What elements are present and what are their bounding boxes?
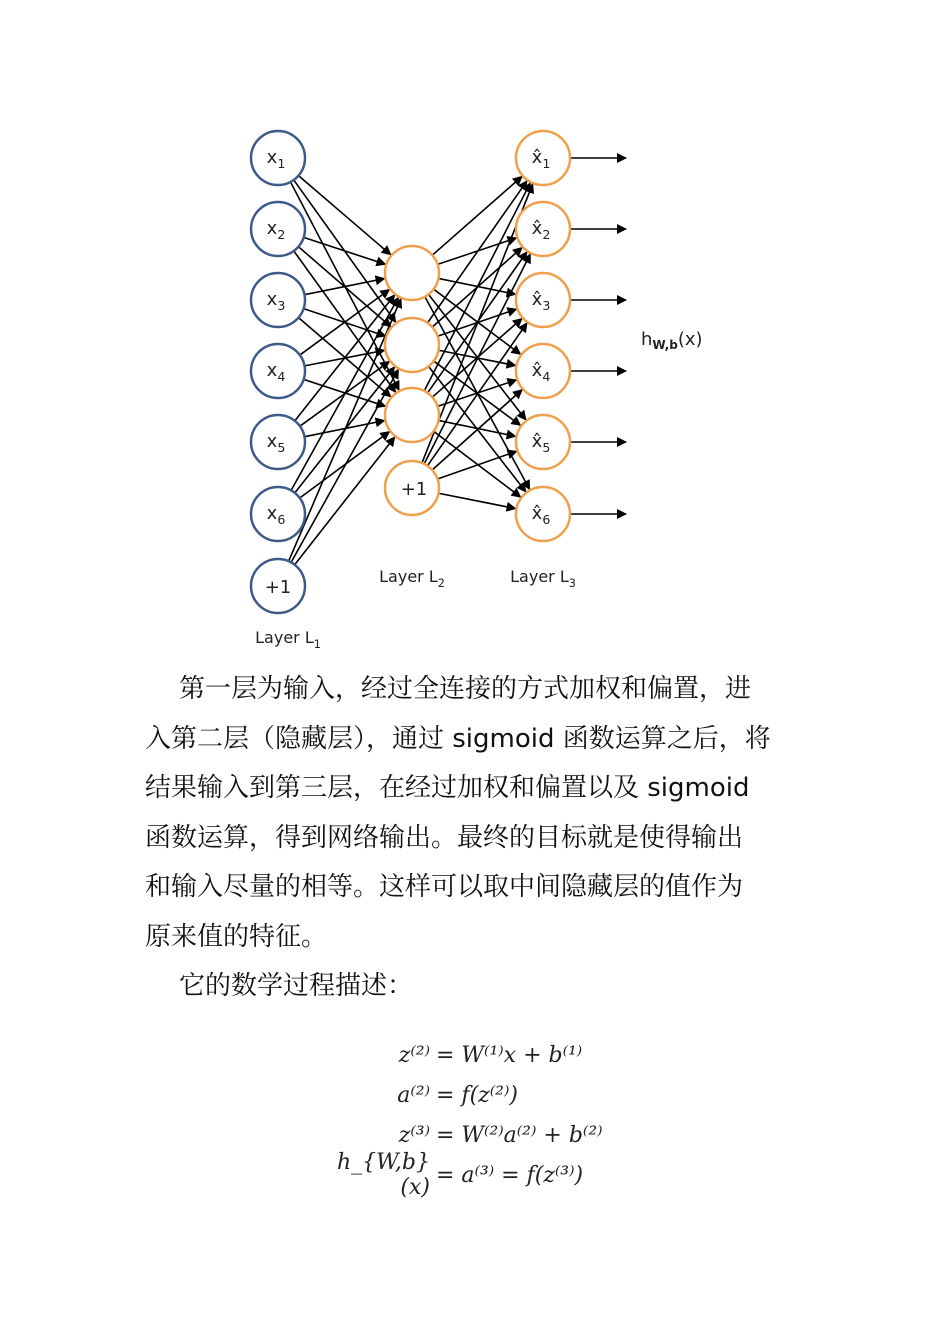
- connection-edge: [304, 421, 384, 437]
- para-line-1: 第一层为输入，经过全连接的方式加权和偏置，进: [179, 674, 752, 704]
- layer-label: Layer $L_3$: [510, 567, 576, 590]
- output-node-label: $x̂_4$: [531, 360, 551, 384]
- para-line-3: 结果输入到第三层，在经过加权和偏置以及 sigmoid: [145, 773, 750, 803]
- equation-row: [320, 1035, 603, 1075]
- para-line-4: 函数运算，得到网络输出。最终的目标就是使得输出: [145, 822, 744, 853]
- input-node-label: $x_1$: [266, 147, 286, 171]
- equation-row: [320, 1115, 603, 1155]
- layer-label: Layer $L_2$: [379, 567, 445, 590]
- math-heading: 它的数学过程描述：: [179, 971, 414, 1001]
- equation-lhs: z⁽³⁾: [398, 1122, 430, 1148]
- input-node-label: $x_4$: [266, 360, 286, 384]
- output-node-label: $x̂_1$: [531, 147, 551, 171]
- connection-edge: [427, 181, 526, 323]
- connection-edge: [438, 493, 515, 508]
- connection-edge: [304, 237, 386, 264]
- equation-rhs: = f(z⁽²⁾): [436, 1082, 518, 1108]
- input-bias-label: +1: [264, 577, 292, 598]
- diagram-labels: [255, 147, 702, 651]
- hidden-bias-label: +1: [400, 479, 428, 500]
- hidden-node: [385, 318, 439, 372]
- input-node-label: $x_5$: [266, 431, 286, 455]
- layer-label: Layer $L_1$: [255, 628, 321, 651]
- output-node-label: $x̂_3$: [531, 289, 551, 313]
- equation-lhs: h_{W,b}(x): [336, 1150, 430, 1200]
- output-node-label: $x̂_5$: [531, 431, 551, 455]
- input-node-label: $x_6$: [266, 503, 286, 527]
- description-paragraph: [145, 665, 810, 962]
- connection-edge: [291, 297, 398, 490]
- equation-rhs: = W⁽¹⁾x + b⁽¹⁾: [436, 1042, 583, 1068]
- autoencoder-diagram: [0, 0, 950, 660]
- network-nodes: [251, 131, 570, 613]
- connection-edge: [427, 323, 527, 466]
- output-node-label: $x̂_6$: [531, 503, 551, 527]
- connection-edge: [298, 176, 390, 255]
- equation-lhs: a⁽²⁾: [397, 1082, 430, 1108]
- equations-block: [320, 1035, 603, 1200]
- connection-edge: [291, 369, 398, 562]
- output-node-label: $x̂_2$: [531, 218, 551, 242]
- para-line-5: 和输入尽量的相等。这样可以取中间隐藏层的值作为: [145, 872, 744, 902]
- para-line-2: 入第二层（隐藏层），通过 sigmoid 函数运算之后，将: [145, 723, 771, 754]
- input-node-label: $x_2$: [266, 218, 286, 242]
- equation-rhs: = W⁽²⁾a⁽²⁾ + b⁽²⁾: [436, 1122, 603, 1148]
- para-line-6: 原来值的特征。: [145, 921, 328, 952]
- connection-edges: [289, 158, 626, 565]
- hidden-node: [385, 388, 439, 442]
- connection-edge: [304, 279, 384, 295]
- equation-rhs: = a⁽³⁾ = f(z⁽³⁾): [436, 1162, 584, 1188]
- hidden-node: [385, 246, 439, 300]
- equation-row: [320, 1150, 603, 1200]
- equation-lhs: z⁽²⁾: [398, 1042, 430, 1068]
- connection-edge: [289, 299, 401, 561]
- output-function-label: $h_{W,b}(x)$: [641, 329, 703, 352]
- equation-row: [320, 1075, 603, 1115]
- input-node-label: $x_3$: [266, 289, 286, 313]
- connection-edge: [434, 431, 521, 497]
